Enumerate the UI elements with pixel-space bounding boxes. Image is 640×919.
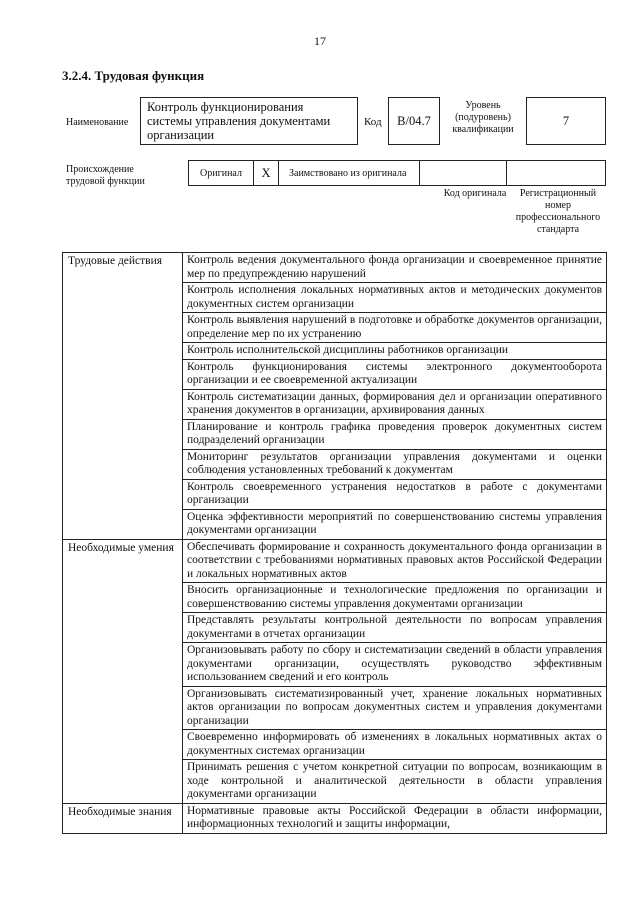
section-item: Контроль своевременного устранения недостатков в работе с документами организации	[183, 479, 607, 509]
borrowed-label: Заимствовано из оригинала	[278, 160, 420, 186]
code-label: Код	[364, 116, 382, 128]
registration-number-label: Регистрационный номер профессионального стандарта	[515, 188, 601, 235]
original-mark: X	[253, 160, 279, 186]
section-item: Планирование и контроль графика проведения проверок документных систем подразделений организации	[183, 419, 607, 449]
section-item: Контроль исполнения локальных нормативных актов и методических документов документных систем организации	[183, 283, 607, 313]
level-label: Уровень (подуровень) квалификации	[452, 100, 514, 135]
section-category: Необходимые знания	[63, 803, 183, 833]
section-item: Контроль систематизации данных, формирования дел и организации оперативного хранения документов в организации, архивирования данных	[183, 389, 607, 419]
original-label: Оригинал	[188, 160, 254, 186]
function-name: Контроль функционирования системы управления документами организации	[140, 97, 358, 145]
origin-row	[188, 160, 606, 186]
section-item: Вносить организационные и технологические предложения по организации и совершенствованию системы управления документами организации	[183, 583, 607, 613]
qualification-level: 7	[526, 97, 606, 145]
section-item: Мониторинг результатов организации управления документами и оценки соблюдения установленных требований к документам	[183, 449, 607, 479]
section-item: Организовывать систематизированный учет, хранение локальных нормативных актов организации по вопросам документных систем и управления документами организации	[183, 686, 607, 730]
section-category: Трудовые действия	[63, 253, 183, 540]
table-row	[63, 539, 607, 583]
table-row	[63, 253, 607, 283]
section-item: Оценка эффективности мероприятий по совершенствованию системы управления документами организации	[183, 509, 607, 539]
registration-number-cell	[506, 160, 606, 186]
section-item: Своевременно информировать об изменениях в локальных нормативных актах о документных системах организации	[183, 730, 607, 760]
section-item: Обеспечивать формирование и сохранность документального фонда организации в соответствии с требованиями нормативных правовых актов Российской Федерации и локальных нормативных актов	[183, 539, 607, 583]
function-code: B/04.7	[388, 97, 440, 145]
section-title: 3.2.4. Трудовая функция	[62, 68, 205, 83]
function-details-table	[62, 252, 607, 834]
origin-label: Происхождение трудовой функции	[66, 164, 145, 187]
page-number: 17	[314, 34, 326, 48]
section-item: Принимать решения с учетом конкретной ситуации по вопросам, возникающим в ходе контрольной и аналитической деятельности в области управления документами организации	[183, 760, 607, 804]
section-item: Нормативные правовые акты Российской Федерации в области информации, информационных технологий и защиты информации,	[183, 803, 607, 833]
section-item: Контроль исполнительской дисциплины работников организации	[183, 343, 607, 360]
section-category: Необходимые умения	[63, 539, 183, 803]
original-code-cell	[419, 160, 507, 186]
section-item: Контроль выявления нарушений в подготовке и обработке документов организации, определение мер по их устранению	[183, 313, 607, 343]
section-item: Представлять результаты контрольной деятельности по вопросам управления документами в отчетах организации	[183, 613, 607, 643]
name-label: Наименование	[66, 117, 129, 128]
section-item: Контроль функционирования системы электронного документооборота организации и ее своевременной актуализации	[183, 359, 607, 389]
original-code-label: Код оригинала	[443, 188, 507, 199]
section-item: Контроль ведения документального фонда организации и своевременное принятие мер по предупреждению нарушений	[183, 253, 607, 283]
table-row	[63, 803, 607, 833]
section-item: Организовывать работу по сбору и систематизации сведений в области управления документами организации, осуществлять руководство эффективным использованием сведений и его контроль	[183, 643, 607, 687]
